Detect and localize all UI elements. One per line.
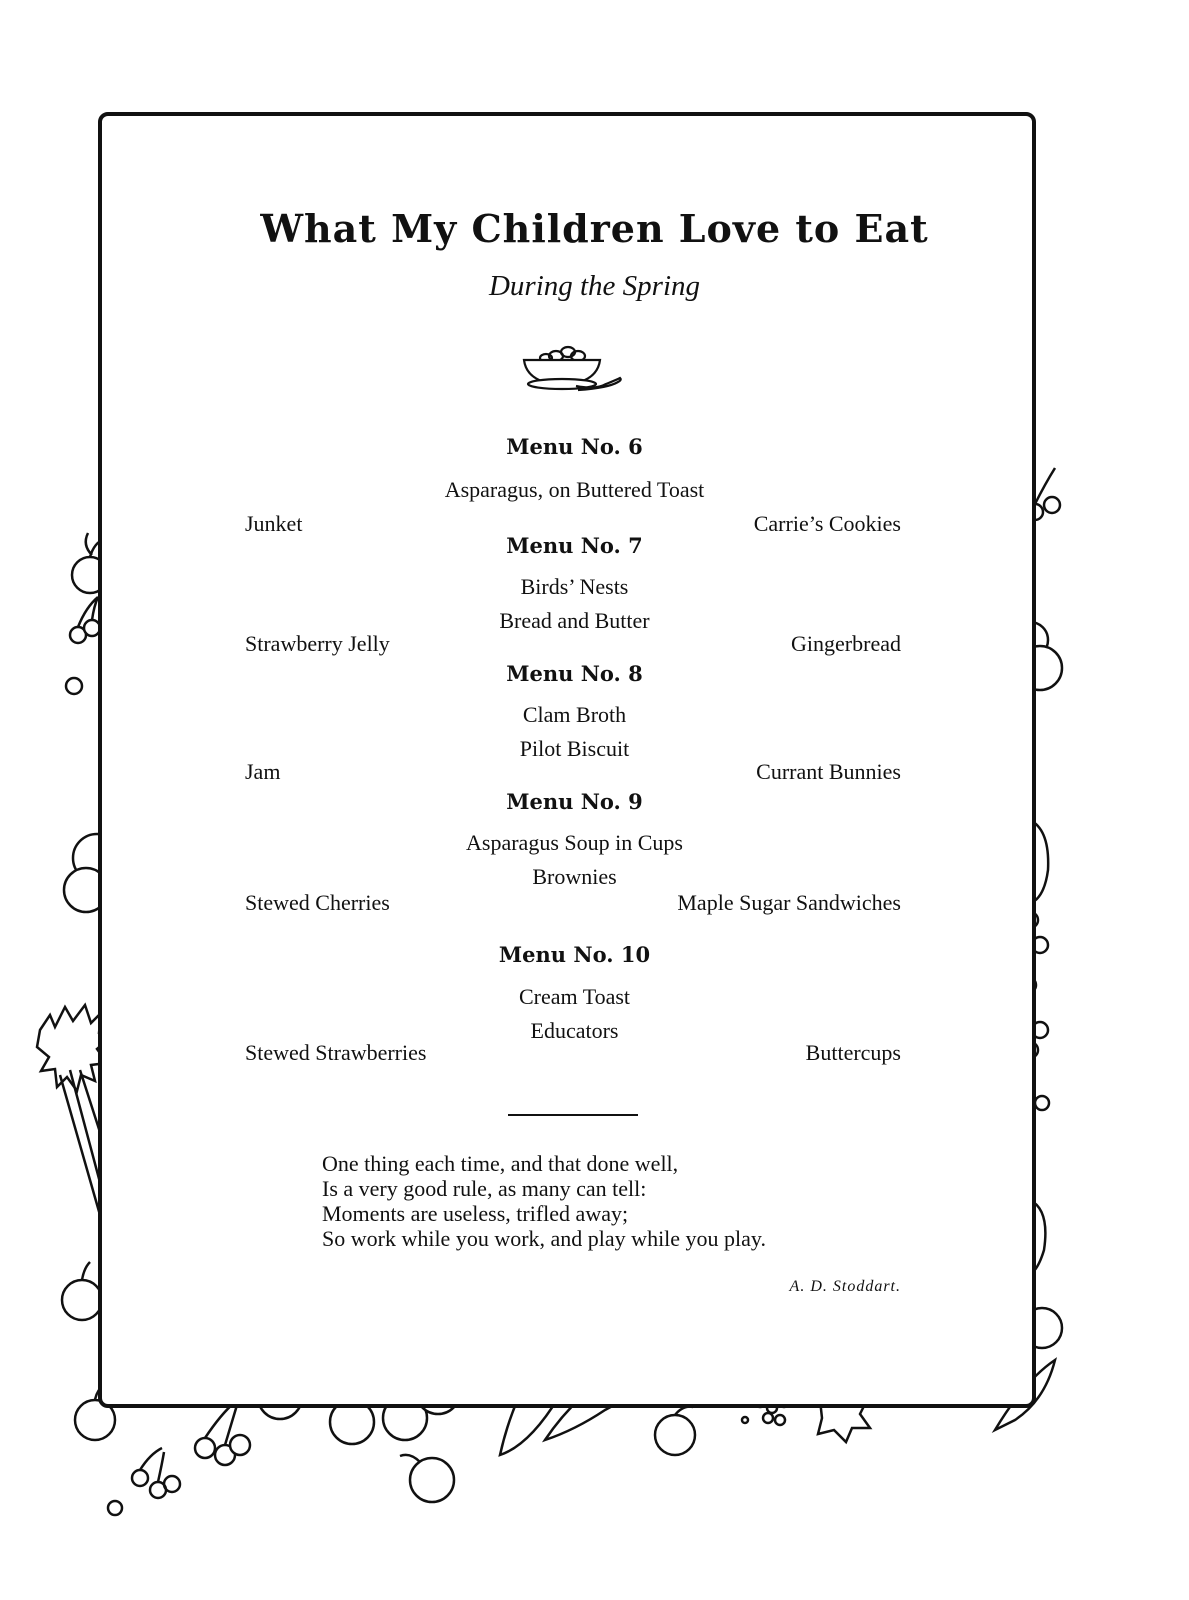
- menu-8-left: Jam: [245, 759, 281, 784]
- page-subtitle: During the Spring: [488, 270, 701, 302]
- menu-10-item: Cream Toast: [518, 984, 631, 1009]
- menu-8-right: Currant Bunnies: [756, 759, 901, 784]
- menu-10-heading: Menu No. 10: [498, 942, 651, 967]
- menu-7-heading: Menu No. 7: [506, 533, 643, 558]
- menu-10-left: Stewed Strawberries: [245, 1040, 427, 1065]
- menu-9-left: Stewed Cherries: [245, 890, 390, 915]
- menu-7-left: Strawberry Jelly: [245, 631, 390, 656]
- menu-6-item: Asparagus, on Buttered Toast: [444, 477, 705, 502]
- poem-author: A. D. Stoddart.: [789, 1278, 901, 1295]
- poem-line: Moments are useless, trifled away;: [322, 1201, 629, 1226]
- cherry-icon: [1035, 1096, 1049, 1110]
- apple-icon: [655, 1407, 695, 1455]
- menu-8-heading: Menu No. 8: [506, 661, 643, 686]
- cherries-icon: [132, 1448, 180, 1498]
- apple-icon: [400, 1455, 454, 1502]
- menu-10-right: Buttercups: [805, 1040, 901, 1065]
- pudding-bowl-icon: [516, 340, 628, 398]
- poem-line: One thing each time, and that done well,: [322, 1151, 679, 1176]
- poem-line: Is a very good rule, as many can tell:: [322, 1176, 647, 1201]
- menu-9-heading: Menu No. 9: [506, 789, 643, 814]
- menu-7-right: Gingerbread: [791, 631, 901, 656]
- menu-9-right: Maple Sugar Sandwiches: [677, 890, 901, 915]
- menu-6-right: Carrie’s Cookies: [753, 511, 901, 536]
- menu-6-heading: Menu No. 6: [506, 434, 643, 459]
- poem: [322, 1151, 766, 1251]
- menu-8-item: Clam Broth: [522, 702, 627, 727]
- page-title: What My Children Love to Eat: [260, 206, 929, 251]
- apple-icon: [62, 1262, 102, 1320]
- menu-7-item: Birds’ Nests: [520, 574, 629, 599]
- menu-9-item: Asparagus Soup in Cups: [466, 830, 683, 855]
- divider: [508, 1114, 638, 1116]
- cherries-icon: [195, 1402, 250, 1465]
- menu-9-item: Brownies: [532, 864, 617, 889]
- cherry-icon: [108, 1501, 122, 1515]
- menu-8-item: Pilot Biscuit: [519, 736, 630, 761]
- menu-7-item: Bread and Butter: [499, 608, 650, 633]
- menu-6-left: Junket: [245, 511, 303, 536]
- menu-10-item: Educators: [530, 1018, 619, 1043]
- poem-line: So work while you work, and play while you play.: [322, 1226, 767, 1251]
